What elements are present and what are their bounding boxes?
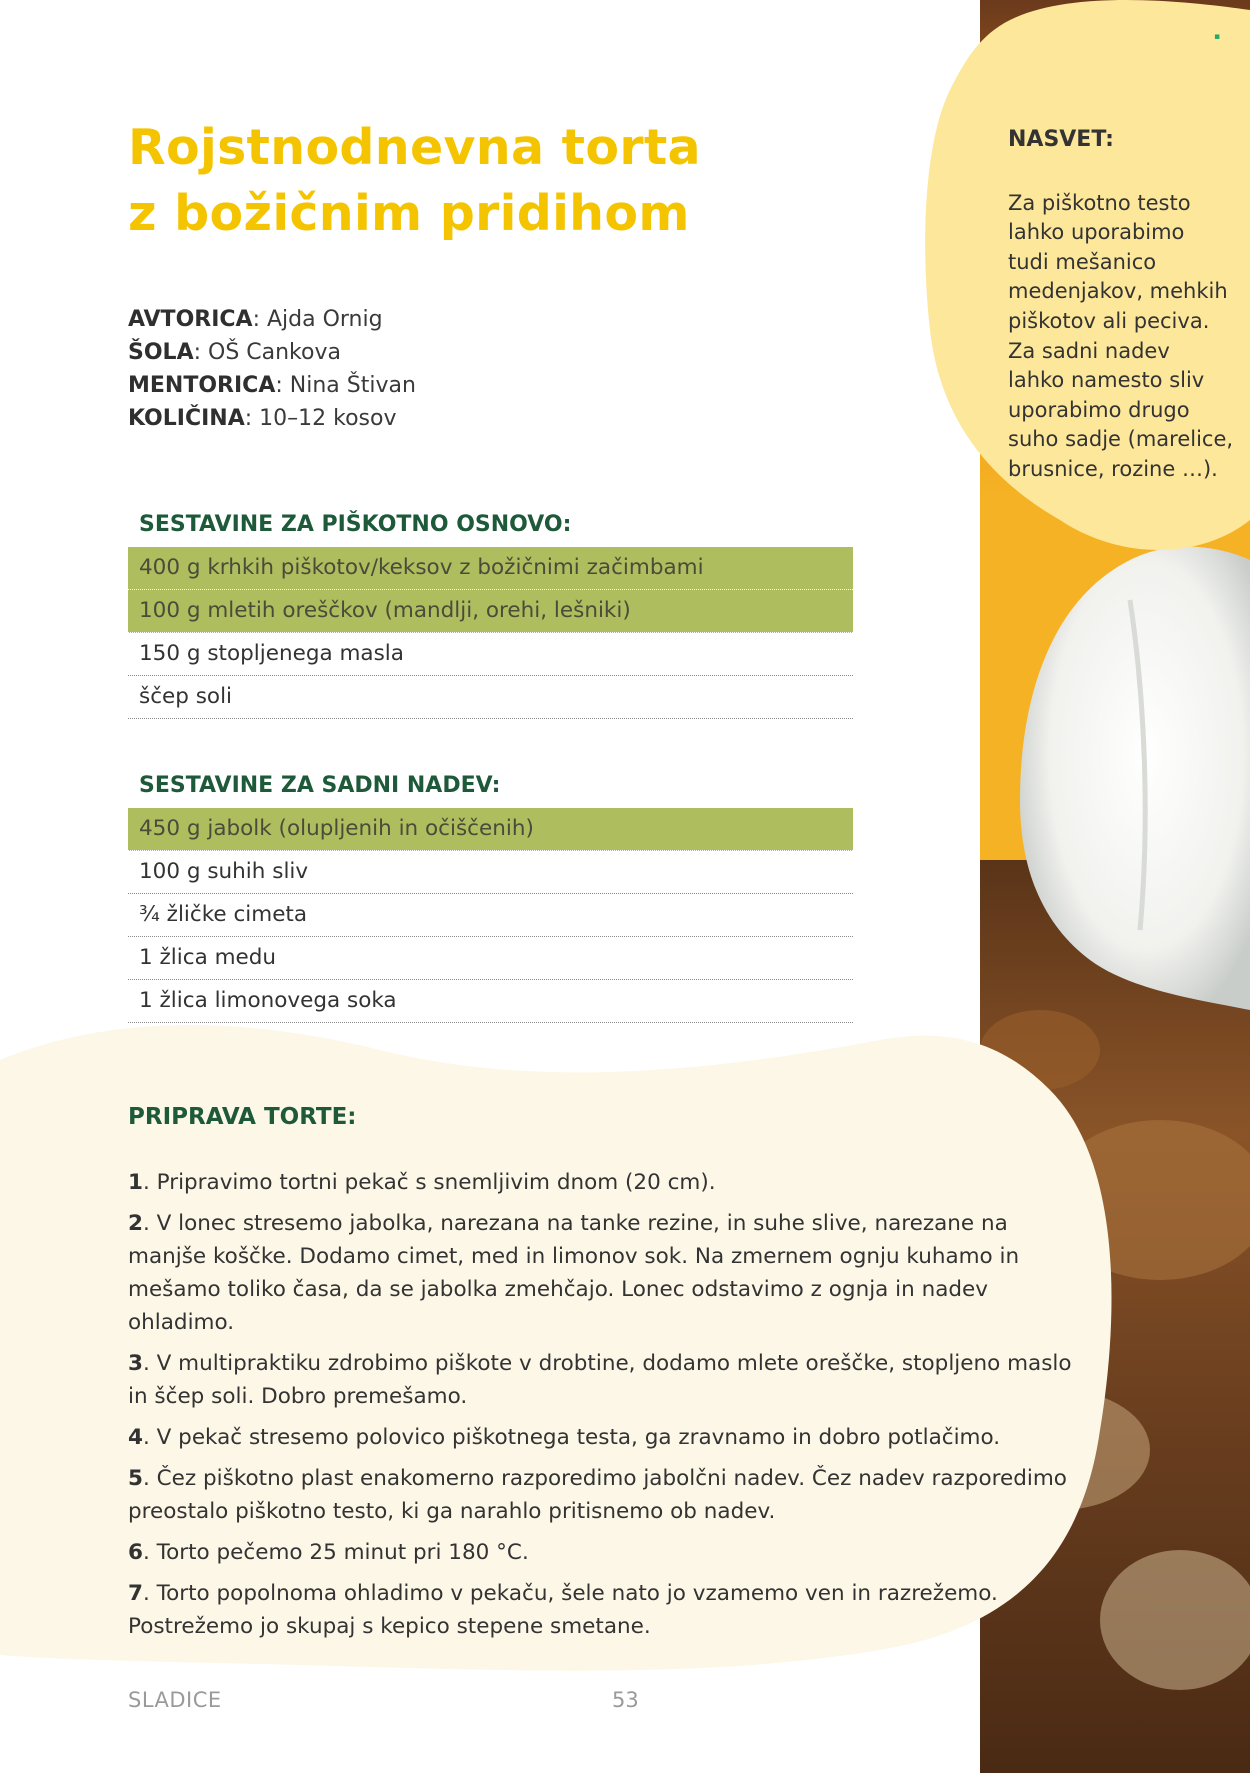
tip-line: brusnice, rozine …).	[1008, 456, 1218, 481]
tip-line: Za sadni nadev	[1008, 338, 1170, 363]
step-item: 2. V lonec stresemo jabolka, narezana na tanke rezine, in suhe slive, narezane na manjše koščke. Dodamo cimet, med in limonov sok. Na zmernem ognju kuhamo in mešamo toliko časa, da se jabolka zmehčajo. Lonec odstavimo z ognja in nadev ohladimo.	[128, 1211, 1020, 1335]
ingredient-row: 400 g krhkih piškotov/keksov z božičnimi začimbami	[128, 547, 853, 590]
title-line-2: z božičnim pridihom	[128, 185, 690, 242]
meta-mentor: MENTORICA: Nina Štivan	[128, 373, 416, 398]
ingredient-row: 1 žlica medu	[128, 937, 853, 980]
preparation-heading: PRIPRAVA TORTE:	[128, 1104, 357, 1130]
page-number: 53	[612, 1688, 639, 1712]
step-item: 3. V multipraktiku zdrobimo piškote v drobtine, dodamo mlete oreščke, stopljeno maslo in ščep soli. Dobro premešamo.	[128, 1351, 1072, 1409]
recipe-title	[128, 115, 888, 247]
ingredient-row: 100 g mletih oreščkov (mandlji, orehi, lešniki)	[128, 590, 853, 633]
preparation-steps	[128, 1166, 1088, 1651]
ingredient-row: 450 g jabolk (olupljenih in očiščenih)	[128, 808, 853, 851]
ingredient-row: 150 g stopljenega masla	[128, 633, 853, 676]
title-line-1: Rojstnodnevna torta	[128, 119, 701, 176]
step-item: 6. Torto pečemo 25 minut pri 180 °C.	[128, 1540, 529, 1565]
ingredient-row: 1 žlica limonovega soka	[128, 980, 853, 1023]
tip-line: suho sadje (marelice,	[1008, 427, 1234, 452]
tip-title: NASVET:	[1008, 127, 1114, 152]
meta-quantity: KOLIČINA: 10–12 kosov	[128, 406, 397, 431]
tip-box	[1008, 125, 1238, 485]
tip-line: piškotov ali peciva.	[1008, 308, 1210, 333]
tip-line: uporabimo drugo	[1008, 397, 1190, 422]
ingredient-row: ščep soli	[128, 676, 853, 719]
meta-author: AVTORICA: Ajda Ornig	[128, 307, 383, 332]
filling-ingredients-list	[128, 808, 853, 1023]
recipe-meta	[128, 303, 416, 435]
tip-line: Za piškotno testo	[1008, 190, 1191, 215]
ingredient-row: 100 g suhih sliv	[128, 851, 853, 894]
tip-line: medenjakov, mehkih	[1008, 279, 1228, 304]
step-item: 1. Pripravimo tortni pekač s snemljivim dnom (20 cm).	[128, 1170, 716, 1195]
meta-school: ŠOLA: OŠ Cankova	[128, 340, 341, 365]
tip-line: lahko namesto sliv	[1008, 368, 1205, 393]
base-ingredients-list	[128, 547, 853, 719]
step-item: 7. Torto popolnoma ohladimo v pekaču, šele nato jo vzamemo ven in razrežemo. Postrežemo jo skupaj s kepico stepene smetane.	[128, 1581, 998, 1639]
filling-ingredients-heading: SESTAVINE ZA SADNI NADEV:	[139, 773, 501, 798]
corner-mark-icon: ▪	[1214, 32, 1221, 42]
tip-line: lahko uporabimo	[1008, 220, 1185, 245]
ingredient-row: ¾ žličke cimeta	[128, 894, 853, 937]
footer-section-label: SLADICE	[128, 1688, 222, 1712]
tip-line: tudi mešanico	[1008, 249, 1157, 274]
step-item: 4. V pekač stresemo polovico piškotnega testa, ga zravnamo in dobro potlačimo.	[128, 1425, 1001, 1450]
step-item: 5. Čez piškotno plast enakomerno razporedimo jabolčni nadev. Čez nadev razporedimo preostalo piškotno testo, ki ga narahlo pritisnemo ob nadev.	[128, 1466, 1067, 1524]
base-ingredients-heading: SESTAVINE ZA PIŠKOTNO OSNOVO:	[139, 512, 572, 537]
